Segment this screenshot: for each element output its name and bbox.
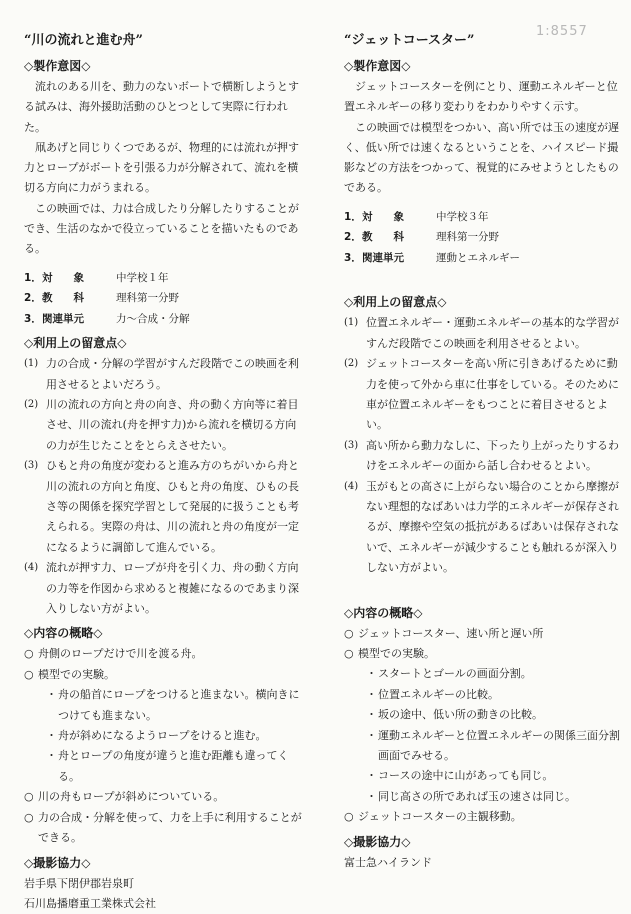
info-key: 教 科 — [42, 292, 84, 305]
note-number: (1) — [344, 317, 359, 329]
note-text: ひもと舟の角度が変わると進み方のちがいから舟と川の流れの方向と角度、ひもと舟の角度、ひもの長さ等の関係を探究学習として発展的に扱うことも考えられる。実際の舟は、川の流れと舟の角度が一定になるように調節して進んでいる。 — [46, 459, 299, 554]
right-purpose-heading: ◇製作意図◇ — [344, 59, 411, 73]
left-purpose-paragraph: 流れのある川を、動力のないボートで横断しようとする試みは、海外援助活動のひとつとして実際に行われた。 — [24, 80, 299, 134]
left-content-heading: ◇内容の概略◇ — [24, 626, 103, 641]
note-number: (3) — [24, 460, 39, 472]
info-key: 教 科 — [362, 231, 404, 244]
bullet-marker: ・ — [366, 708, 377, 722]
info-key: 対 象 — [362, 210, 404, 223]
info-value: 中学校１年 — [116, 271, 169, 284]
bullet-marker: ・ — [46, 688, 57, 702]
note-item — [344, 477, 620, 579]
note-number: (1) — [24, 358, 39, 370]
bullet-marker: ・ — [366, 687, 377, 701]
content-text: 舟の船首にロープをつけると進まない。横向きにつけても進まない。 — [58, 688, 300, 722]
note-text: 高い所から動力なしに、下ったり上がったりするわけをエネルギーの面から話し合わせるとよい。 — [366, 438, 619, 473]
right-column — [344, 30, 620, 873]
left-purpose-heading: ◇製作意図◇ — [24, 59, 91, 73]
info-row — [344, 207, 620, 228]
content-item — [344, 644, 620, 664]
left-notes — [24, 354, 306, 619]
bullet-marker: ・ — [366, 667, 377, 681]
right-film-title: “ジェットコースター” — [344, 33, 475, 48]
content-text: 舟側のロープだけで川を渡る舟。 — [38, 647, 203, 661]
content-text: スタートとゴールの画面分割。 — [378, 667, 532, 681]
content-item — [344, 807, 620, 827]
bullet-marker: ○ — [344, 810, 354, 824]
credit-line: 富士急ハイランド — [344, 855, 432, 869]
info-number: 2． — [344, 231, 362, 244]
note-text: 力の合成・分解の学習がすんだ段階でこの映画を利用させるとよいだろう。 — [46, 357, 299, 391]
info-value: 運動とエネルギー — [436, 251, 520, 264]
note-number: (3) — [344, 439, 359, 451]
margin-scribble: 1:8557 — [536, 24, 588, 39]
content-subitem — [24, 726, 306, 746]
left-notes-heading: ◇利用上の留意点◇ — [24, 336, 127, 351]
info-key: 関連単元 — [362, 251, 404, 264]
content-text: 同じ高さの所であれば玉の速さは同じ。 — [378, 789, 576, 803]
left-purpose-paragraph: 凧あげと同じりくつであるが、物理的には流れが押す力とロープがボートを引張る力が分解されて、流れを横切る方向に力がうまれる。 — [24, 140, 299, 195]
left-content-list — [24, 644, 306, 848]
note-text: 位置エネルギー・運動エネルギーの基本的な学習がすんだ段階でこの映画を利用させるとよい。 — [366, 316, 619, 350]
info-row — [24, 309, 306, 330]
content-text: 舟とロープの角度が違うと進む距離も違ってくる。 — [58, 749, 289, 783]
content-item — [24, 808, 306, 849]
bullet-marker: ・ — [366, 728, 377, 742]
info-key: 対 象 — [42, 271, 84, 284]
credit-line: 岩手県下閉伊郡岩泉町 — [24, 876, 134, 890]
bullet-marker: ○ — [24, 810, 34, 824]
right-notes-heading: ◇利用上の留意点◇ — [344, 295, 447, 310]
note-item — [24, 558, 306, 619]
bullet-marker: ・ — [46, 749, 57, 763]
right-info-list — [344, 207, 620, 269]
info-key: 関連単元 — [42, 312, 84, 325]
note-number: (4) — [344, 480, 359, 492]
info-number: 3． — [344, 251, 362, 264]
note-number: (4) — [24, 562, 39, 574]
right-content-list — [344, 624, 620, 828]
content-text: 模型での実験。 — [358, 646, 435, 660]
note-text: 流れが押す力、ロープが舟を引く力、舟の動く方向の力等を作図から求めると複雑になるのであまり深入りしない方がよい。 — [46, 561, 299, 616]
content-text: 運動エネルギーと位置エネルギーの関係三面分割画面でみせる。 — [378, 728, 620, 762]
info-number: 1． — [24, 271, 42, 284]
right-purpose — [344, 77, 620, 199]
left-purpose — [24, 77, 306, 260]
note-item — [344, 354, 620, 436]
note-text: 川の流れの方向と舟の向き、舟の動く方向等に着目させ、川の流れ(舟を押す力)から流れを横切る方向の力が生じたことをとらえさせたい。 — [46, 397, 299, 452]
bullet-marker: ○ — [344, 626, 354, 640]
content-text: 舟が斜めになるようロープをけると進む。 — [58, 729, 267, 743]
content-subitem — [344, 726, 620, 767]
info-row — [344, 227, 620, 248]
info-value: 理科第一分野 — [116, 292, 179, 305]
info-value: 理科第一分野 — [436, 231, 499, 244]
note-item — [344, 436, 620, 477]
bullet-marker: ○ — [24, 667, 34, 681]
content-text: 位置エネルギーの比較。 — [378, 687, 499, 701]
info-number: 3． — [24, 312, 42, 325]
content-item — [344, 624, 620, 644]
info-value: 中学校３年 — [436, 210, 489, 223]
bullet-marker: ・ — [366, 769, 377, 783]
left-credit-heading: ◇撮影協力◇ — [24, 855, 91, 870]
content-subitem — [344, 685, 620, 705]
bullet-marker: ○ — [24, 647, 34, 661]
note-text: ジェットコースターを高い所に引きあげるために動力を使って外から車に仕事をしている。そのために車が位置エネルギーをもつことに着目させるとよい。 — [366, 357, 619, 432]
bullet-marker: ○ — [24, 790, 34, 804]
content-subitem — [344, 787, 620, 807]
right-purpose-paragraph: ジェットコースターを例にとり、運動エネルギーと位置エネルギーの移り変わりをわかりやすく示す。 — [344, 80, 618, 114]
info-row — [344, 248, 620, 269]
bullet-marker: ○ — [344, 646, 354, 660]
content-text: 力の合成・分解を使って、力を上手に利用することができる。 — [38, 810, 302, 845]
note-item — [24, 456, 306, 558]
info-number: 1． — [344, 210, 362, 223]
content-text: ジェットコースター、速い所と遅い所 — [358, 626, 544, 640]
note-number: (2) — [24, 398, 39, 410]
info-row — [24, 288, 306, 309]
content-subitem — [24, 685, 306, 726]
credit-line: 石川島播磨重工業株式会社 — [24, 896, 156, 910]
left-column — [24, 30, 306, 914]
bullet-marker: ・ — [366, 789, 377, 803]
content-text: コースの途中に山があっても同じ。 — [378, 769, 554, 783]
bullet-marker: ・ — [46, 729, 57, 743]
left-purpose-paragraph: この映画では、力は合成したり分解したりすることができ、生活のなかで役立っていることを描いたものである。 — [24, 201, 299, 256]
content-text: 坂の途中、低い所の動きの比較。 — [378, 708, 543, 722]
note-number: (2) — [344, 358, 359, 370]
note-text: 玉がもとの高さに上がらない場合のことから摩擦がない理想的なばあいは力学的エネルギーが保存されるが、摩擦や空気の抵抗があるばあいは保存されないで、エネルギーが減少することも触れるが深入りしない方がよい。 — [366, 479, 619, 575]
content-subitem — [344, 664, 620, 684]
content-subitem — [344, 766, 620, 786]
left-film-title: “川の流れと進む舟” — [24, 33, 143, 48]
right-notes — [344, 313, 620, 578]
info-row — [24, 268, 306, 289]
content-item — [24, 644, 306, 664]
content-text: 川の舟もロープが斜めについている。 — [38, 790, 225, 804]
info-value: 力～合成・分解 — [116, 312, 190, 325]
content-item — [24, 787, 306, 807]
info-number: 2． — [24, 292, 42, 305]
left-info-list — [24, 268, 306, 330]
note-item — [24, 395, 306, 456]
content-subitem — [24, 746, 306, 787]
content-item — [24, 665, 306, 685]
note-item — [24, 354, 306, 395]
content-subitem — [344, 705, 620, 725]
content-text: 模型での実験。 — [38, 667, 115, 681]
right-credit-heading: ◇撮影協力◇ — [344, 834, 411, 849]
note-item — [344, 313, 620, 354]
right-content-heading: ◇内容の概略◇ — [344, 605, 423, 620]
content-text: ジェットコースターの主観移動。 — [358, 810, 522, 824]
right-purpose-paragraph: この映画では模型をつかい、高い所では玉の速度が遅く、低い所では速くなるということを、ハイスピード撮影などの方法をつかって、視覚的にみせようとしたものである。 — [344, 120, 619, 195]
